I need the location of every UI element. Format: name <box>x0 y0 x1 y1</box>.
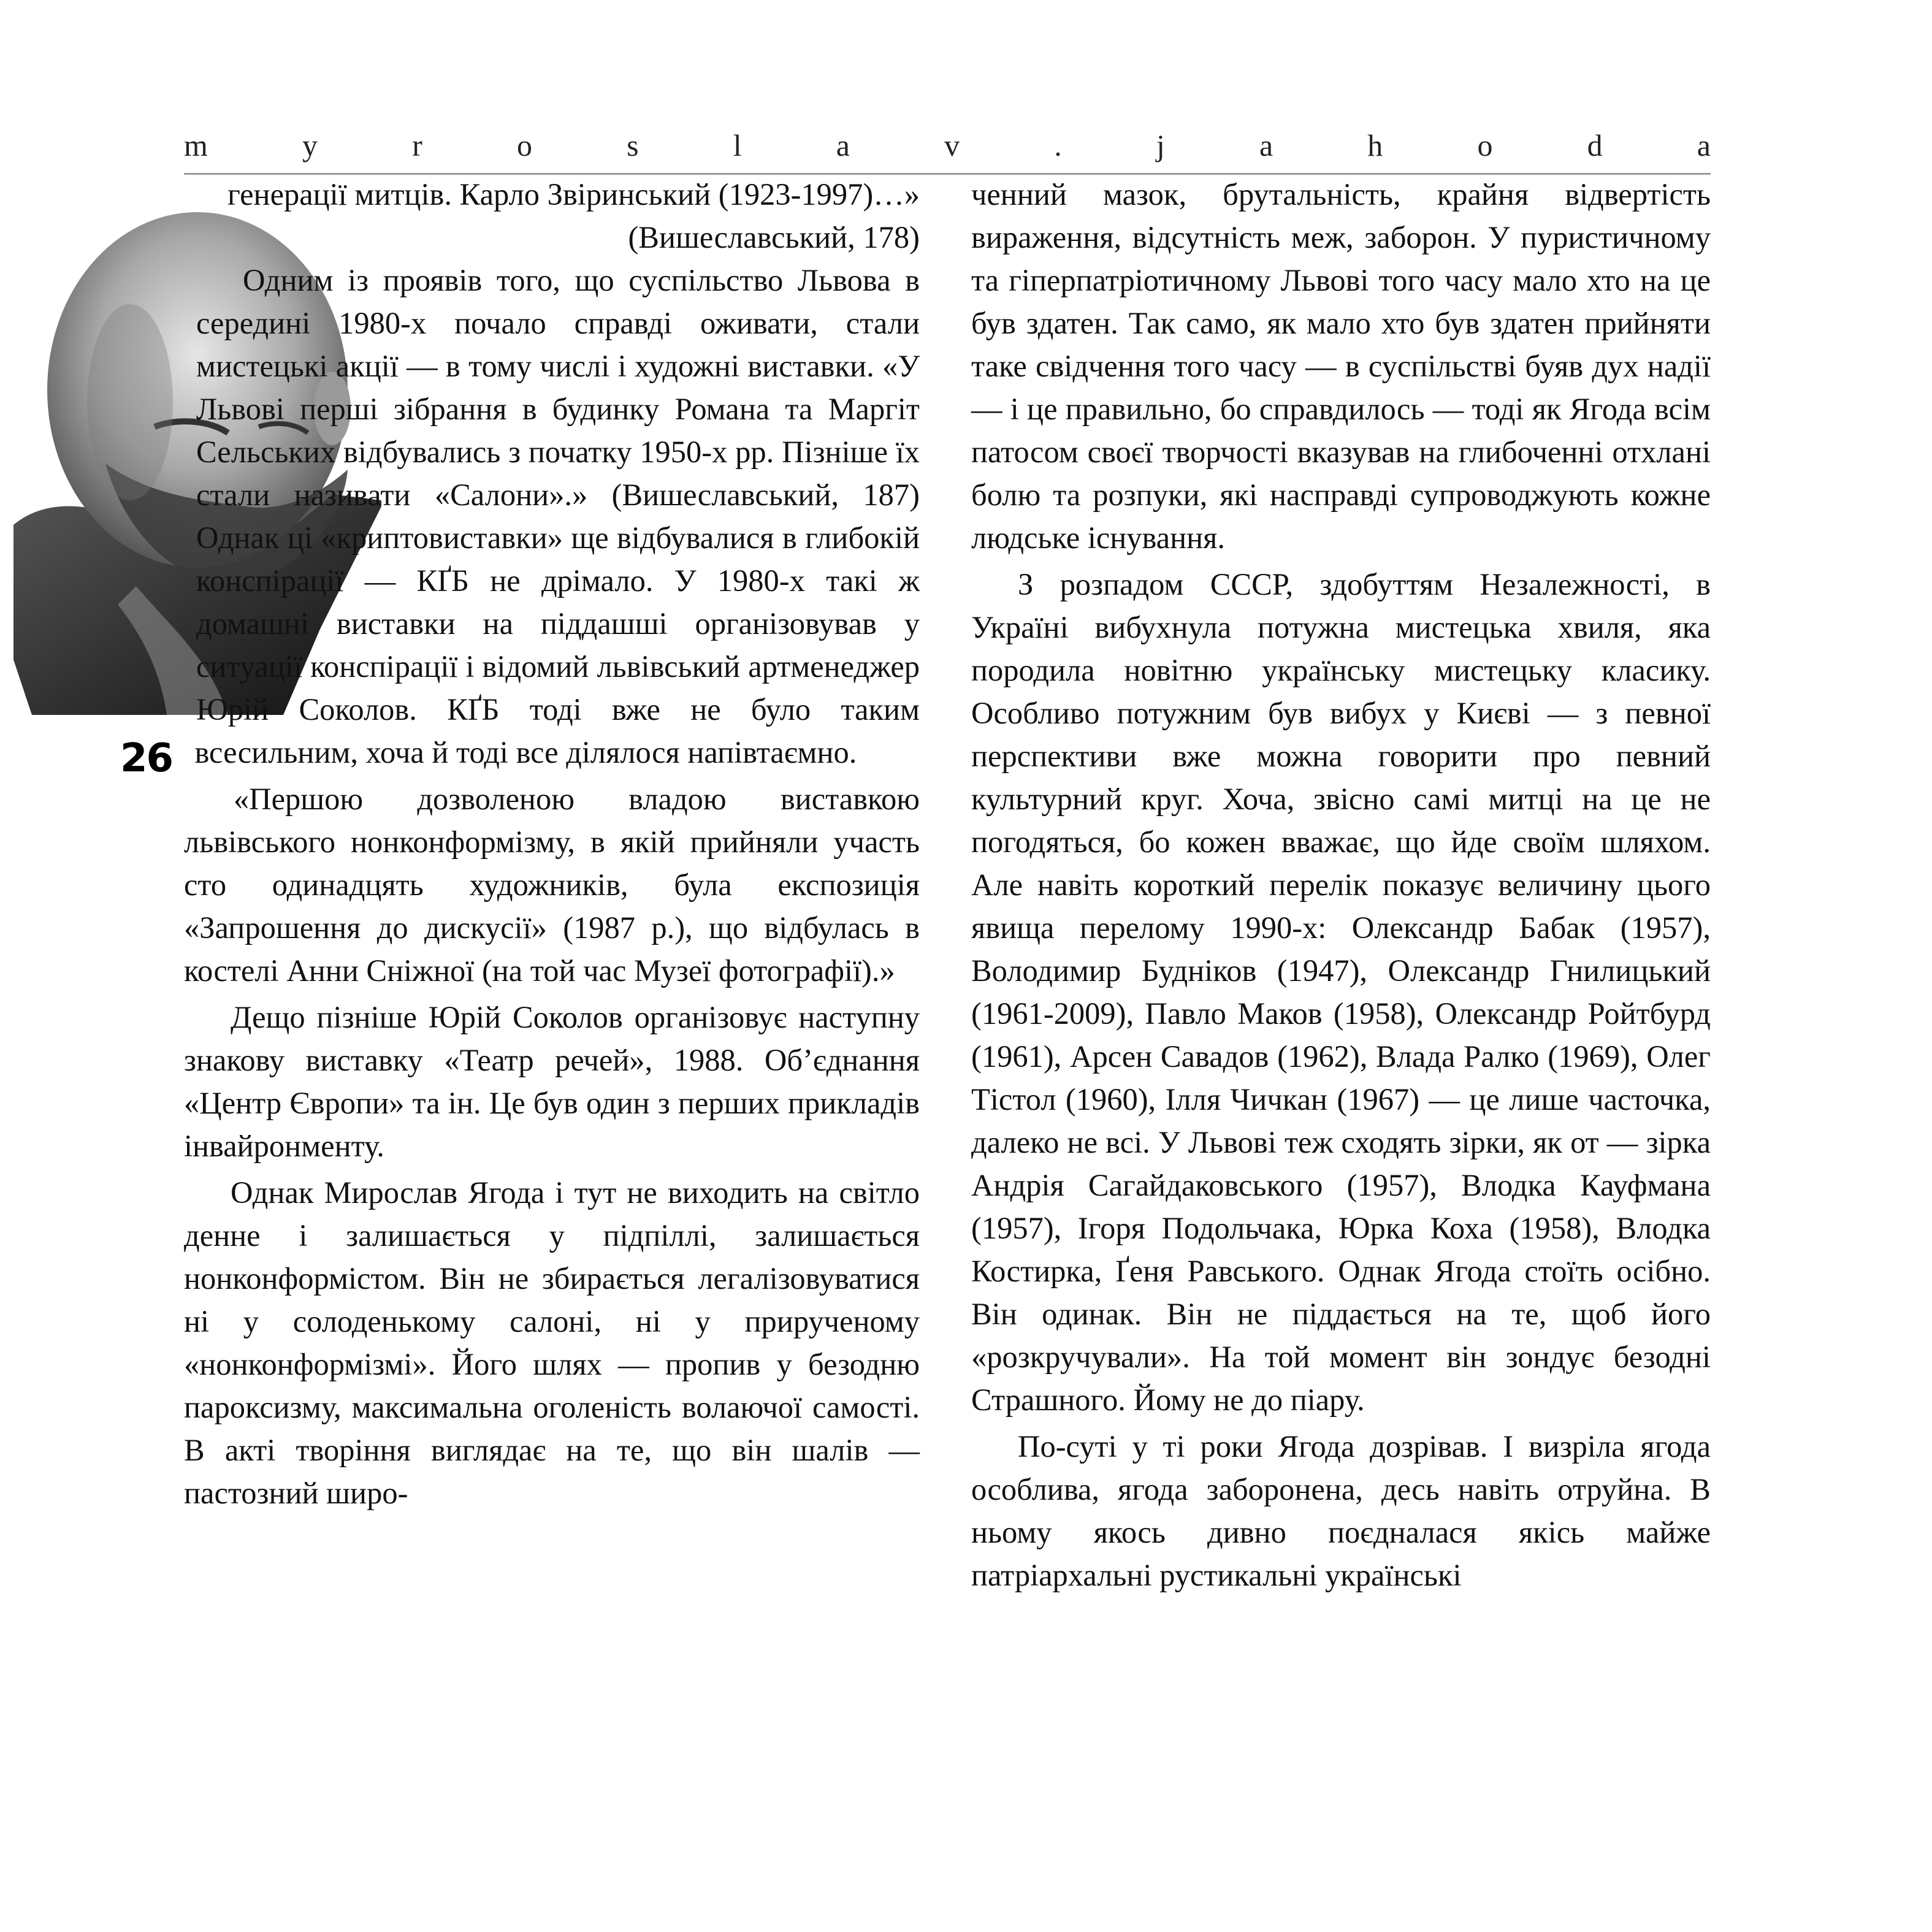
header-letter: m <box>184 128 208 162</box>
header-letter: o <box>516 128 532 162</box>
paragraph: Одним із проявів того, що суспільство Львова в середині 1980-х почало справді оживати, стали мистецькі акції — в тому числі і художні виставки. «У Львові перші зібрання в будинку Романа та Маргіт Сельських відбувались з початку 1950-х рр. Пізніше їх стали називати «Салони».» (Вишеславський, 187) Однак ці «криптовиставки» ще відбувалися в глибокій конспірації — КҐБ не дрімало. У 1980-х такі ж домашні виставки на піддашші організовував у ситуації конспірації і відомий львівський артменеджер Юрій Соколов. КҐБ тоді вже не було таким всесильним, хоча й тоді все ділялося напівтаємно. <box>194 263 920 769</box>
paragraph: генерації митців. Карло Звіринський (1923-1997)…» (Вишеславський, 178) <box>227 177 920 254</box>
header-letter: v <box>944 128 960 162</box>
header-letter: j <box>1156 128 1165 162</box>
header-letter: d <box>1587 128 1603 162</box>
right-column <box>971 173 1711 1597</box>
header-letter: a <box>836 128 850 162</box>
paragraph: «Першою дозволеною владою виставкою львівського нонконформізму, в якій прийняли участь сто одинадцять художників, була експозиція «Запрошення до дискусії» (1987 р.), що відбулась в костелі Анни Сніжної (на той час Музеї фотографії).» <box>184 782 920 988</box>
left-column <box>184 173 920 1514</box>
header-letter: s <box>627 128 639 162</box>
header-letter: l <box>733 128 742 162</box>
header-letter: h <box>1367 128 1383 162</box>
header-letter: a <box>1697 128 1711 162</box>
photo-wrap-spacer <box>0 173 196 786</box>
paragraph: По-суті у ті роки Ягода дозрівав. І визріла ягода особлива, ягода заборонена, десь навіть отруйна. В ньому якось дивно поєдналася якісь майже патріархальні рустикальні українські <box>971 1429 1711 1592</box>
page-number: 26 <box>120 736 173 781</box>
paragraph: З розпадом СССР, здобуттям Незалежності, в Україні вибухнула потужна мистецька хвиля, яка породила новітню українську мистецьку класику. Особливо потужним був вибух у Києві — з певної перспективи вже можна говорити про певний культурний круг. Хоча, звісно самі митці на це не погодяться, бо кожен вважає, що йде своїм шляхом. Але навіть короткий перелік показує величину цього явища перелому 1990-х: Олександр Бабак (1957), Володимир Будніков (1947), Олександр Гнилицький (1961-2009), Павло Маков (1958), Олександр Ройтбурд (1961), Арсен Савадов (1962), Влада Ралко (1969), Олег Тістол (1960), Ілля Чичкан (1967) — це лише часточка, далеко не всі. У Львові теж сходять зірки, як от — зірка Андрія Сагайдаковського (1957), Влодка Кауфмана (1957), Ігоря Подольчака, Юрка Коха (1958), Влодка Костирка, Ґеня Равського. Однак Ягода стоїть осібно. Він одинак. Він не піддається на те, щоб його «розкручували». На той момент він зондує безодні Страшного. Йому не до піару. <box>971 567 1711 1417</box>
paragraph: ченний мазок, брутальність, крайня відвертість вираження, відсутність меж, заборон. У пуристичному та гіперпатріотичному Львові того часу мало хто на це був здатен. Так само, як мало хто був здатен прийняти таке свідчення того часу — в суспільстві буяв дух надії — і це правильно, бо справдилось — тоді як Ягода всім патосом своєї творчості вказував на глибоченні отхлані болю та розпуки, які насправді супроводжують кожне людське існування. <box>971 177 1711 555</box>
header-letter: o <box>1477 128 1493 162</box>
running-header <box>184 120 1711 163</box>
header-letter: r <box>412 128 422 162</box>
header-letter: a <box>1259 128 1273 162</box>
paragraph: Дещо пізніше Юрій Соколов організовує наступну знакову виставку «Театр речей», 1988. Об’єднання «Центр Європи» та ін. Це був один з перших прикладів інвайронменту. <box>184 1000 920 1163</box>
header-letter: y <box>302 128 318 162</box>
paragraph: Однак Мирослав Ягода і тут не виходить на світло денне і залишається у підпіллі, залишається нонконформістом. Він не збирається легалізовуватися ні у солоденькому салоні, ні у прирученому «нонконформізмі». Його шлях — пропив у безодню пароксизму, максимальна оголеність волаючої самості. В акті творіння виглядає на те, що він шалів — пастозний широ- <box>184 1175 920 1510</box>
header-letter: . <box>1054 128 1062 162</box>
